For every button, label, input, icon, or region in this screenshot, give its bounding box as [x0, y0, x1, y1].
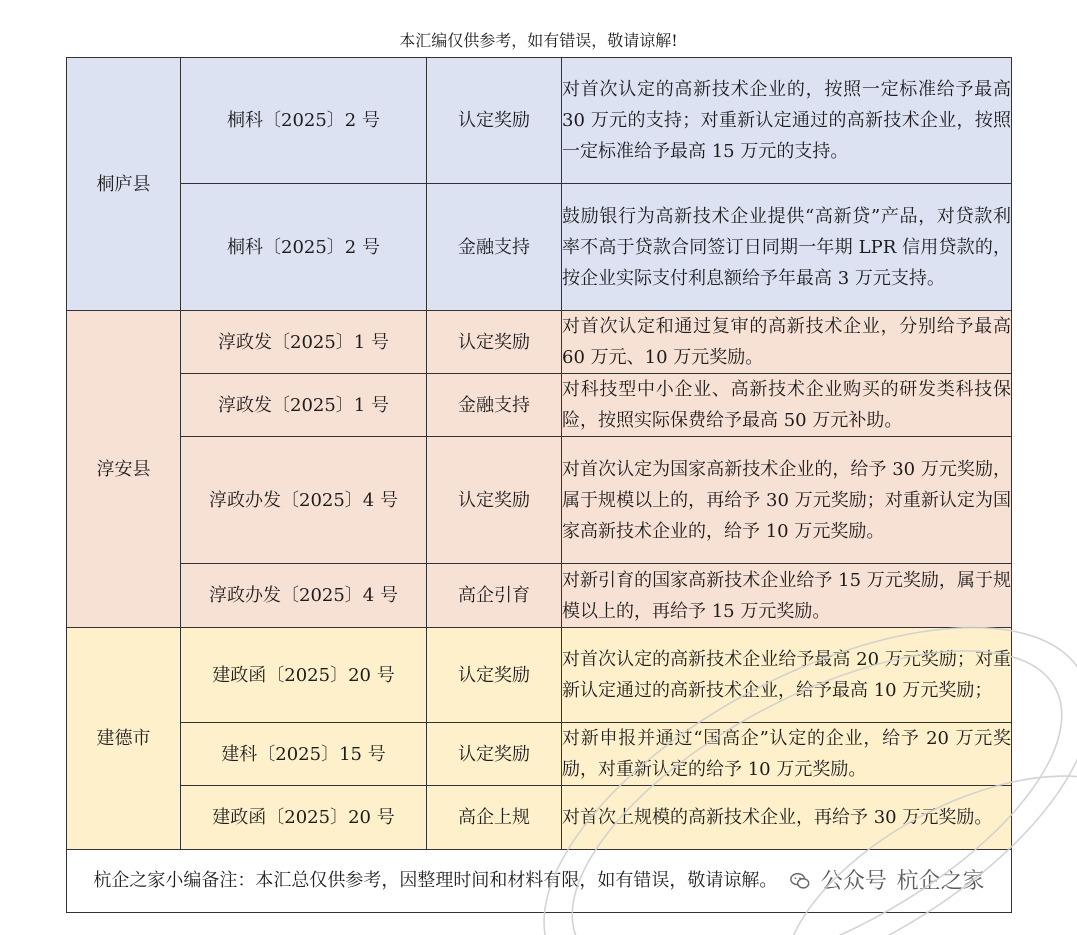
description-cell: 对首次认定的高新技术企业的，按照一定标准给予最高 30 万元的支持；对重新认定通过的高新技术企业，按照一定标准给予最高 15 万元的支持。 — [562, 58, 1012, 184]
footer-row — [67, 850, 1012, 913]
description-cell: 对首次认定为国家高新技术企业的，给予 30 万元奖励，属于规模以上的，再给予 30 万元奖励；对重新认定为国家高新技术企业的，给予 10 万元奖励。 — [562, 437, 1012, 564]
description-cell: 对新引育的国家高新技术企业给予 15 万元奖励，属于规模以上的，再给予 15 万元奖励。 — [562, 564, 1012, 628]
category-cell: 认定奖励 — [427, 58, 562, 184]
table-row — [67, 374, 1012, 437]
table-row — [67, 786, 1012, 850]
category-cell: 高企引育 — [427, 564, 562, 628]
region-cell: 桐庐县 — [67, 58, 181, 311]
table-row — [67, 628, 1012, 723]
header-note: 本汇编仅供参考，如有错误，敬请谅解! — [399, 31, 678, 50]
doc-number-cell: 桐科〔2025〕2 号 — [181, 184, 427, 311]
region-cell: 建德市 — [67, 628, 181, 850]
category-cell: 金融支持 — [427, 374, 562, 437]
category-cell: 认定奖励 — [427, 311, 562, 374]
table-row — [67, 311, 1012, 374]
description-cell: 鼓励银行为高新技术企业提供“高新贷”产品，对贷款利率不高于贷款合同签订日同期一年期 LPR 信用贷款的，按企业实际支付利息额给予年最高 3 万元支持。 — [562, 184, 1012, 311]
watermark-brand: 杭企之家 — [896, 868, 985, 894]
wechat-icon — [789, 870, 811, 892]
category-cell: 认定奖励 — [427, 723, 562, 786]
description-cell: 对首次上规模的高新技术企业，再给予 30 万元奖励。 — [562, 786, 1012, 850]
policy-table — [66, 57, 1012, 913]
table-row — [67, 437, 1012, 564]
table-row — [67, 723, 1012, 786]
footer-cell — [67, 850, 1012, 913]
watermark-label: 公众号 — [820, 868, 887, 894]
region-cell: 淳安县 — [67, 311, 181, 628]
doc-number-cell: 建政函〔2025〕20 号 — [181, 786, 427, 850]
table-row — [67, 58, 1012, 184]
doc-number-cell: 淳政办发〔2025〕4 号 — [181, 437, 427, 564]
footer-note: 杭企之家小编备注：本汇总仅供参考，因整理时间和材料有限，如有错误，敬请谅解。 — [93, 870, 778, 892]
doc-number-cell: 淳政发〔2025〕1 号 — [181, 311, 427, 374]
doc-number-cell: 淳政发〔2025〕1 号 — [181, 374, 427, 437]
table-row — [67, 184, 1012, 311]
category-cell: 认定奖励 — [427, 628, 562, 723]
doc-number-cell: 建政函〔2025〕20 号 — [181, 628, 427, 723]
doc-number-cell: 桐科〔2025〕2 号 — [181, 58, 427, 184]
description-cell: 对首次认定和通过复审的高新技术企业，分别给予最高 60 万元、10 万元奖励。 — [562, 311, 1012, 374]
table-row — [67, 564, 1012, 628]
doc-number-cell: 淳政办发〔2025〕4 号 — [181, 564, 427, 628]
doc-number-cell: 建科〔2025〕15 号 — [181, 723, 427, 786]
description-cell: 对首次认定的高新技术企业给予最高 20 万元奖励；对重新认定通过的高新技术企业，给予最高 10 万元奖励； — [562, 628, 1012, 723]
description-cell: 对科技型中小企业、高新技术企业购买的研发类科技保险，按照实际保费给予最高 50 万元补助。 — [562, 374, 1012, 437]
category-cell: 认定奖励 — [427, 437, 562, 564]
description-cell: 对新申报并通过“国高企”认定的企业，给予 20 万元奖励，对重新认定的给予 10 万元奖励。 — [562, 723, 1012, 786]
category-cell: 高企上规 — [427, 786, 562, 850]
category-cell: 金融支持 — [427, 184, 562, 311]
